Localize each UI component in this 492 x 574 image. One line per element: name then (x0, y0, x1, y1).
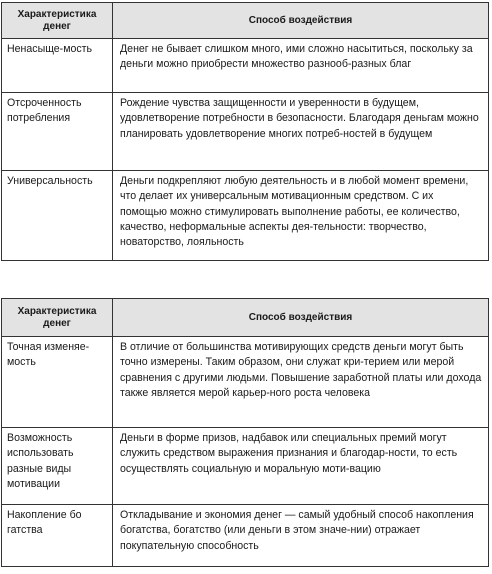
row-characteristic: Точная изменяе-мость (2, 337, 113, 428)
row-characteristic: Возможность использовать разные виды мотивации (2, 428, 113, 505)
table-header-row (2, 299, 489, 337)
row-characteristic: Отсроченность потребления (2, 93, 113, 171)
row-effect: Денег не бывает слишком много, ими сложно насытиться, поскольку за деньги можно приобрести множество разнооб-разных благ (113, 39, 489, 93)
table-row (2, 39, 489, 93)
money-characteristics-table-1 (1, 2, 489, 261)
money-characteristics-table-2 (1, 298, 489, 567)
column-header-characteristic: Характеристика денег (2, 3, 113, 39)
row-effect: Деньги в форме призов, надбавок или специальных премий могут служить средством выражения признания и благодар-ности, то есть осуществлять социальную и моральную моти-вацию (113, 428, 489, 505)
row-characteristic: Накопление бо гатства (2, 505, 113, 567)
table-header-row (2, 3, 489, 39)
row-effect: Откладывание и экономия денег — самый удобный способ накопления богатства, богатство (или деньги в этом значе-нии) отражает покупательную способность (113, 505, 489, 567)
table-row (2, 171, 489, 261)
column-header-effect: Способ воздействия (113, 299, 489, 337)
table-row (2, 93, 489, 171)
column-header-effect: Способ воздействия (113, 3, 489, 39)
table-row (2, 337, 489, 428)
row-characteristic: Универсальность (2, 171, 113, 261)
row-effect: Рождение чувства защищенности и уверенности в будущем, удовлетворение потребности в безопасности. Благодаря деньгам можно планировать удовлетворение многих потреб-ностей в будущем (113, 93, 489, 171)
column-header-characteristic: Характеристика денег (2, 299, 113, 337)
table-row (2, 505, 489, 567)
row-characteristic: Ненасыще-мость (2, 39, 113, 93)
row-effect: Деньги подкрепляют любую деятельность и в любой момент времени, что делает их универсальным мотивационным средством. С их помощью можно стимулировать выполнение работы, ее количество, качество, неформальные аспекты дея-тельности: творчество, новаторство, лояльность (113, 171, 489, 261)
table-row (2, 428, 489, 505)
row-effect: В отличие от большинства мотивирующих средств деньги могут быть точно измерены. Таким образом, они служат кри-терием или мерой сравнения с другими людьми. Повышение заработной платы или дохода также является мерой карьер-ного роста человека (113, 337, 489, 428)
